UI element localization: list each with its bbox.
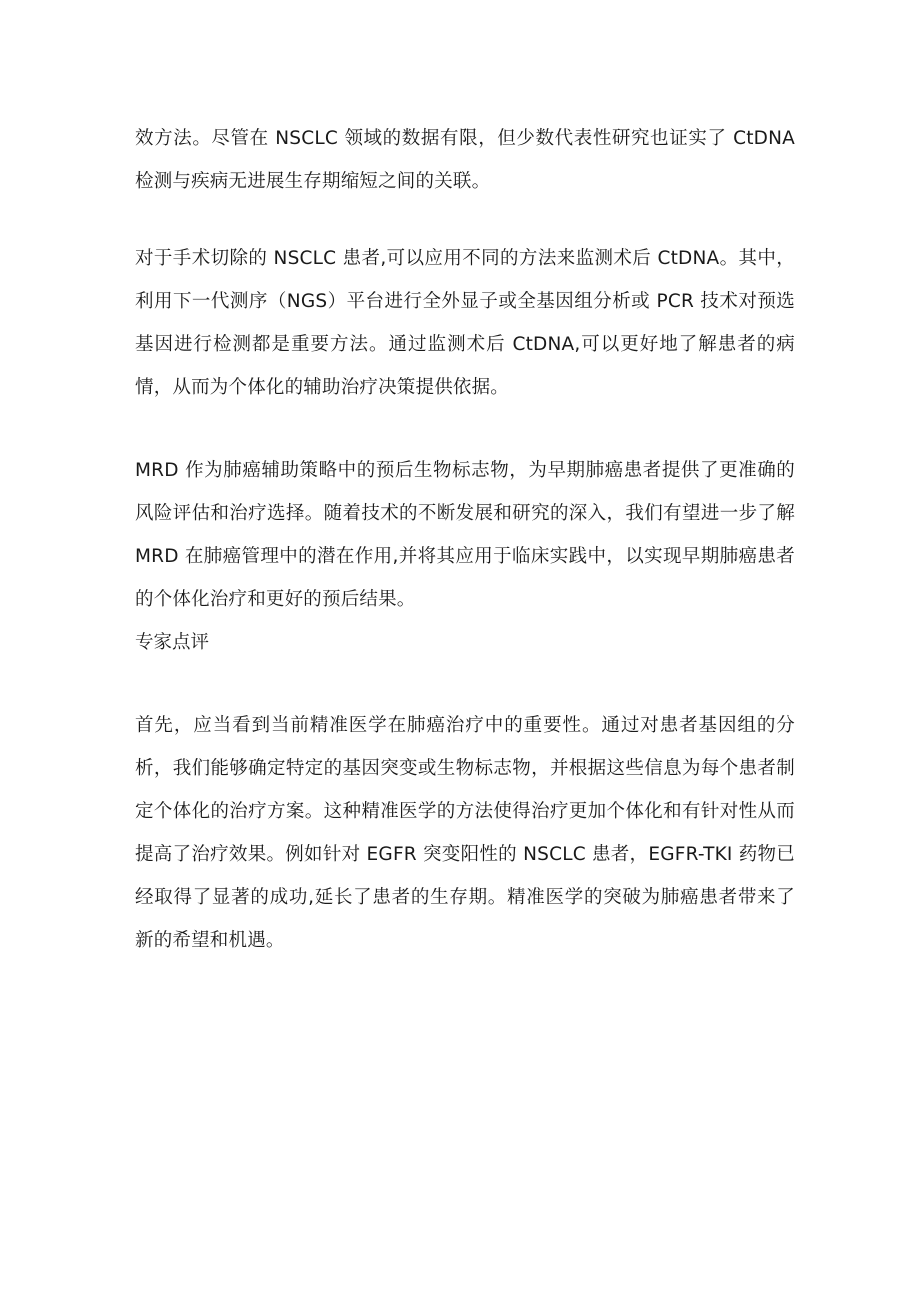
paragraph-expert-review: 首先，应当看到当前精准医学在肺癌治疗中的重要性。通过对患者基因组的分析，我们能够确定特定的基因突变或生物标志物，并根据这些信息为每个患者制定个体化的治疗方案。这种精准医学的方法使得治疗更加个体化和有针对性从而提高了治疗效果。例如针对 EGFR 突变阳性的 NSCLC 患者，EGFR-TKI 药物已经取得了显著的成功,延长了患者的生存期。精准医学的突破为肺癌患者带来了新的希望和机遇。 (135, 715, 795, 951)
paragraph-ctdna-survival: 效方法。尽管在 NSCLC 领域的数据有限，但少数代表性研究也证实了 CtDNA 检测与疾病无进展生存期缩短之间的关联。 (135, 128, 795, 192)
paragraph-postoperative-monitoring: 对于手术切除的 NSCLC 患者,可以应用不同的方法来监测术后 CtDNA。其中，利用下一代测序（NGS）平台进行全外显子或全基因组分析或 PCR 技术对预选基因进行检测都是重要方法。通过监测术后 CtDNA,可以更好地了解患者的病情，从而为个体化的辅助治疗决策提供依据。 (135, 248, 795, 398)
paragraph-mrd-biomarker: MRD 作为肺癌辅助策略中的预后生物标志物，为早期肺癌患者提供了更准确的风险评估和治疗选择。随着技术的不断发展和研究的深入，我们有望进一步了解 MRD 在肺癌管理中的潜在作用,并将其应用于临床实践中，以实现早期肺癌患者的个体化治疗和更好的预后结果。 (135, 460, 795, 610)
document-body (135, 117, 795, 962)
section-heading-expert-review: 专家点评 (135, 632, 210, 653)
